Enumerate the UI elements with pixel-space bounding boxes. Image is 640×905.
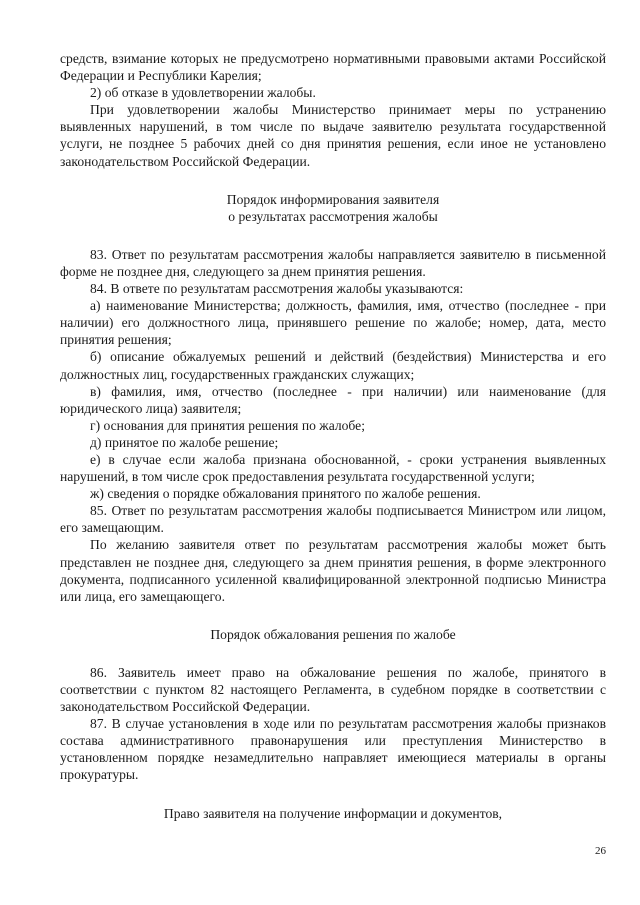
list-item-zh: ж) сведения о порядке обжалования принятого по жалобе решения. bbox=[90, 486, 481, 502]
section-heading-informing-line2: о результатах рассмотрения жалобы bbox=[228, 208, 438, 224]
paragraph-measures: При удовлетворении жалобы Министерство принимает меры по устранению выявленных нарушений, в том числе по выдаче заявителю результата государственной услуги, не позднее 5 рабочих дней со дня принятия решения, если иное не установлено законодательством Российской Федерации. bbox=[60, 102, 606, 169]
list-item-b: б) описание обжалуемых решений и действий (бездействия) Министерства и его должностных лиц, государственных гражданских служащих; bbox=[60, 349, 606, 382]
paragraph-electronic-answer: По желанию заявителя ответ по результатам рассмотрения жалобы может быть представлен не позднее дня, следующего за днем принятия решения, в форме электронного документа, подписанного усиленной квалифицированной электронной подписью Министра или лица, его замещающего. bbox=[60, 537, 606, 604]
paragraph-refusal: 2) об отказе в удовлетворении жалобы. bbox=[90, 85, 316, 101]
list-item-e: е) в случае если жалоба признана обоснованной, - сроки устранения выявленных нарушений, в том числе срок предоставления результата государственной услуги; bbox=[60, 451, 606, 485]
paragraph-83: 83. Ответ по результатам рассмотрения жалобы направляется заявителю в письменной форме не позднее дня, следующего за днем принятия решения. bbox=[60, 246, 606, 279]
paragraph-84: 84. В ответе по результатам рассмотрения жалобы указываются: bbox=[90, 281, 464, 297]
section-heading-information-right: Право заявителя на получение информации и документов, bbox=[163, 805, 503, 821]
list-item-d: д) принятое по жалобе решение; bbox=[90, 434, 279, 450]
list-item-g: г) основания для принятия решения по жалобе; bbox=[90, 417, 365, 433]
list-item-a: а) наименование Министерства; должность, фамилия, имя, отчество (последнее - при наличии) его должностного лица, принявшего решение по жалобе; номер, дата, место принятия решения; bbox=[60, 298, 606, 348]
section-heading-appeal: Порядок обжалования решения по жалобе bbox=[210, 626, 456, 642]
paragraph-continuation: средств, взимание которых не предусмотрено нормативными правовыми актами Российской Федерации и Республики Карелия; bbox=[60, 51, 606, 84]
list-item-v: в) фамилия, имя, отчество (последнее - при наличии) или наименование (для юридического лица) заявителя; bbox=[60, 383, 606, 416]
paragraph-85: 85. Ответ по результатам рассмотрения жалобы подписывается Министром или лицом, его замещающим. bbox=[60, 503, 606, 536]
section-heading-informing-line1: Порядок информирования заявителя bbox=[226, 191, 440, 207]
paragraph-87: 87. В случае установления в ходе или по результатам рассмотрения жалобы признаков состава административного правонарушения или преступления Министерство в установленном порядке незамедлительно направляет имеющиеся материалы в органы прокуратуры. bbox=[60, 716, 606, 783]
paragraph-86: 86. Заявитель имеет право на обжалование решения по жалобе, принятого в соответствии с пунктом 82 настоящего Регламента, в судебном порядке в соответствии с законодательством Российской Федерации. bbox=[60, 664, 606, 715]
page-number: 26 bbox=[595, 845, 606, 857]
